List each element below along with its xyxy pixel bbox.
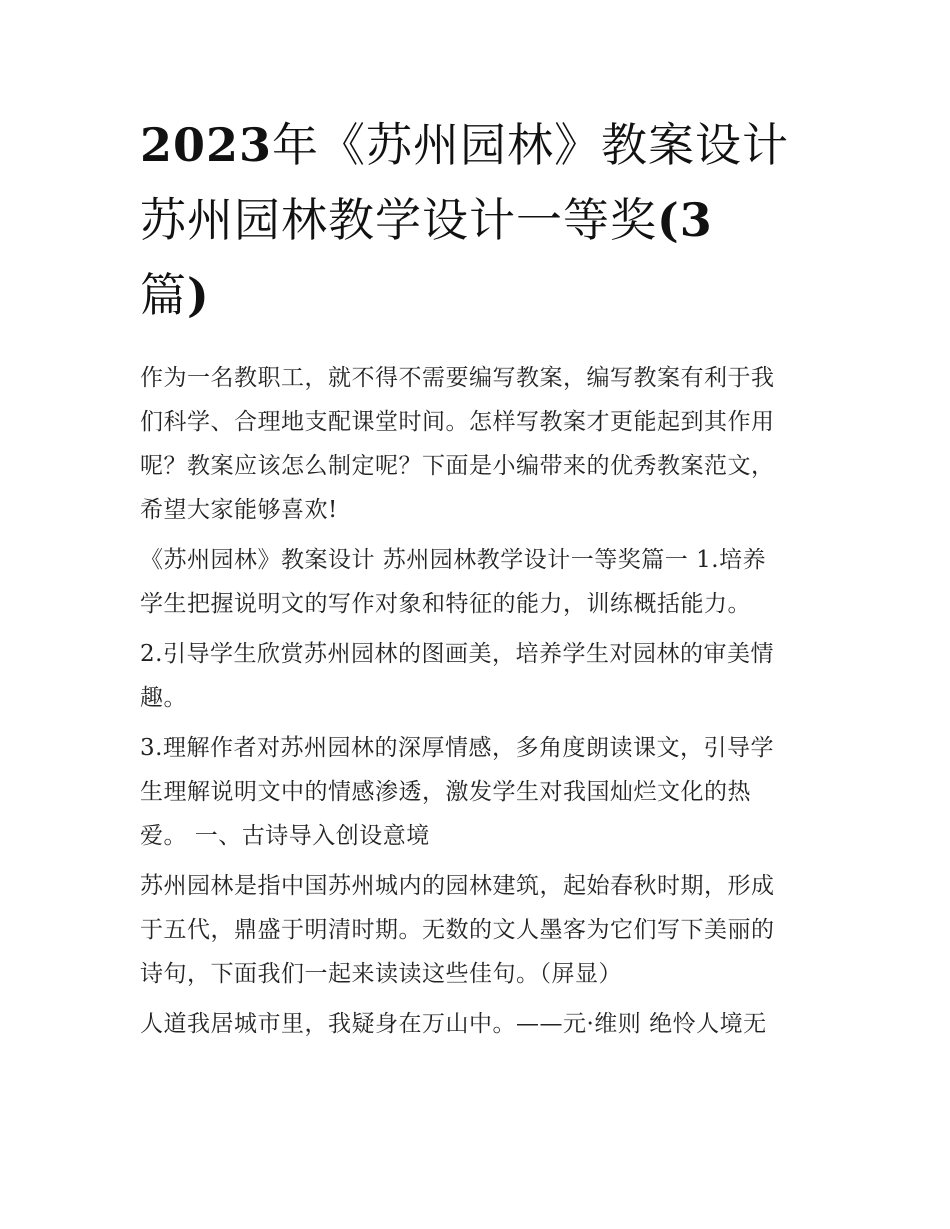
paragraph-objective-2	[140, 632, 820, 720]
text-line: 生理解说明文中的情感渗透，激发学生对我国灿烂文化的热	[140, 779, 751, 805]
title-line-3-text: 篇	[140, 268, 187, 322]
text-line: 人道我居城市里，我疑身在万山中。——元·维则 绝怜人境无	[140, 1011, 767, 1037]
title-line-1	[140, 108, 820, 183]
document-title	[140, 108, 820, 333]
title-year: 2023	[140, 118, 273, 172]
paragraph-objective-3	[140, 726, 820, 858]
title-line-2-count: (3	[657, 193, 713, 247]
text-line: 趣。	[140, 685, 187, 711]
title-line-3-paren: )	[187, 268, 210, 322]
title-line-1-text: 年《苏州园林》教案设计	[272, 118, 790, 172]
paragraph-intro	[140, 356, 820, 532]
title-line-3	[140, 258, 820, 333]
document-body	[140, 356, 820, 1046]
title-line-2	[140, 183, 820, 258]
text-line: 学生把握说明文的写作对象和特征的能力，训练概括能力。	[140, 591, 751, 617]
text-line: 2.引导学生欣赏苏州园林的图画美，培养学生对园林的审美情	[140, 641, 774, 667]
text-line: 《苏州园林》教案设计 苏州园林教学设计一等奖篇一 1.培养	[140, 547, 767, 573]
text-line: 3.理解作者对苏州园林的深厚情感，多角度朗读课文，引导学	[140, 735, 774, 761]
text-line: 希望大家能够喜欢!	[140, 497, 338, 523]
text-line: 呢？教案应该怎么制定呢？下面是小编带来的优秀教案范文，	[140, 453, 775, 479]
text-line: 们科学、合理地支配课堂时间。怎样写教案才更能起到其作用	[140, 409, 775, 435]
paragraph-introduction	[140, 864, 820, 996]
paragraph-objective-1	[140, 538, 820, 626]
text-line: 苏州园林是指中国苏州城内的园林建筑，起始春秋时期，形成	[140, 873, 775, 899]
text-line: 诗句，下面我们一起来读读这些佳句。（屏显）	[140, 961, 622, 987]
text-line: 于五代，鼎盛于明清时期。无数的文人墨客为它们写下美丽的	[140, 917, 775, 943]
title-line-2-text: 苏州园林教学设计一等奖	[140, 193, 657, 247]
text-line: 爱。 一、古诗导入创设意境	[140, 823, 430, 849]
paragraph-poem	[140, 1002, 820, 1046]
text-line: 作为一名教职工，就不得不需要编写教案，编写教案有利于我	[140, 365, 775, 391]
